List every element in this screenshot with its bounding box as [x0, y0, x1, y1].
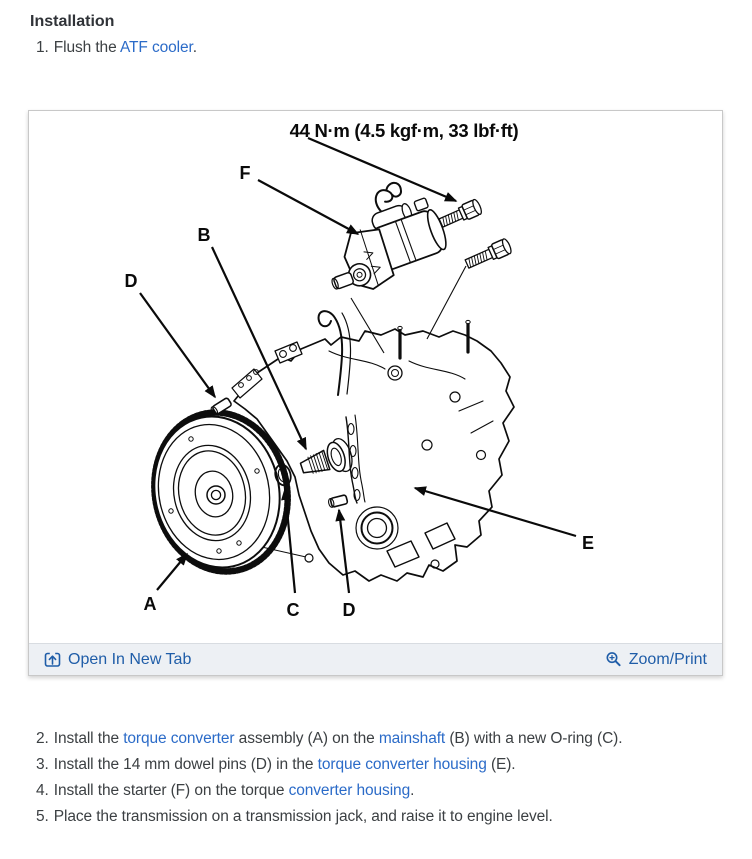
open-in-new-tab-icon: [44, 651, 61, 668]
callout-b-label: B: [197, 225, 211, 245]
page-title: Installation: [30, 13, 115, 30]
figure-area: [29, 111, 722, 642]
link-mainshaft[interactable]: mainshaft: [378, 730, 446, 747]
callout-a-label: A: [143, 594, 157, 614]
step-number: 5.: [36, 808, 49, 825]
bolt-alignment-line: [427, 266, 466, 339]
callout-d-bottom-label: D: [342, 600, 356, 620]
step-text: assembly (A) on the: [234, 730, 379, 747]
bolt-2-drawing: [464, 238, 513, 272]
step-number: 1.: [36, 39, 49, 56]
zoom-print-label: Zoom/Print: [628, 650, 707, 668]
figure-toolbar: [29, 643, 722, 675]
torque-spec-arrow: [308, 138, 456, 201]
link-torque-converter[interactable]: torque converter: [123, 730, 235, 747]
callout-f-label: F: [239, 163, 251, 183]
open-in-new-tab-label: Open In New Tab: [68, 650, 192, 668]
figure-card: [28, 110, 723, 676]
zoom-magnifier-icon: [605, 651, 622, 668]
step-number: 2.: [36, 730, 49, 747]
step-text: (B) with a new O-ring (C).: [445, 730, 623, 747]
step-4: [36, 778, 622, 804]
step-2: [36, 726, 622, 752]
step-number: 4.: [36, 782, 49, 799]
step-text: Flush the: [53, 39, 120, 56]
callout-d-top-arrow: [140, 293, 215, 397]
zoom-print-button[interactable]: [605, 651, 707, 669]
step-1: [36, 39, 197, 57]
step-text: Install the: [53, 730, 124, 747]
callout-c-label: C: [286, 600, 300, 620]
step-5: [36, 804, 622, 830]
step-number: 3.: [36, 756, 49, 773]
callout-f-arrow: [258, 180, 358, 234]
callout-d-top-label: D: [124, 271, 138, 291]
callout-e-label: E: [581, 533, 595, 553]
step-text: .: [192, 39, 197, 56]
figure-diagram: [29, 111, 722, 642]
installation-steps: [36, 726, 622, 830]
step-text: Install the 14 mm dowel pins (D) in the: [53, 756, 318, 773]
open-in-new-tab-button[interactable]: [44, 651, 191, 669]
link-atf-cooler[interactable]: ATF cooler: [119, 39, 193, 56]
bolt-1-drawing: [438, 198, 483, 230]
step-text: (E).: [486, 756, 516, 773]
link-torque-converter-housing[interactable]: torque converter housing: [317, 756, 487, 773]
step-text: Install the starter (F) on the torque: [53, 782, 289, 799]
step-text: Place the transmission on a transmission jack, and raise it to engine level.: [53, 808, 553, 825]
callout-a-arrow: [157, 554, 187, 590]
link-converter-housing[interactable]: converter housing: [288, 782, 411, 799]
step-text: .: [410, 782, 415, 799]
torque-spec-label: 44 N·m (4.5 kgf·m, 33 lbf·ft): [289, 120, 519, 141]
step-3: [36, 752, 622, 778]
